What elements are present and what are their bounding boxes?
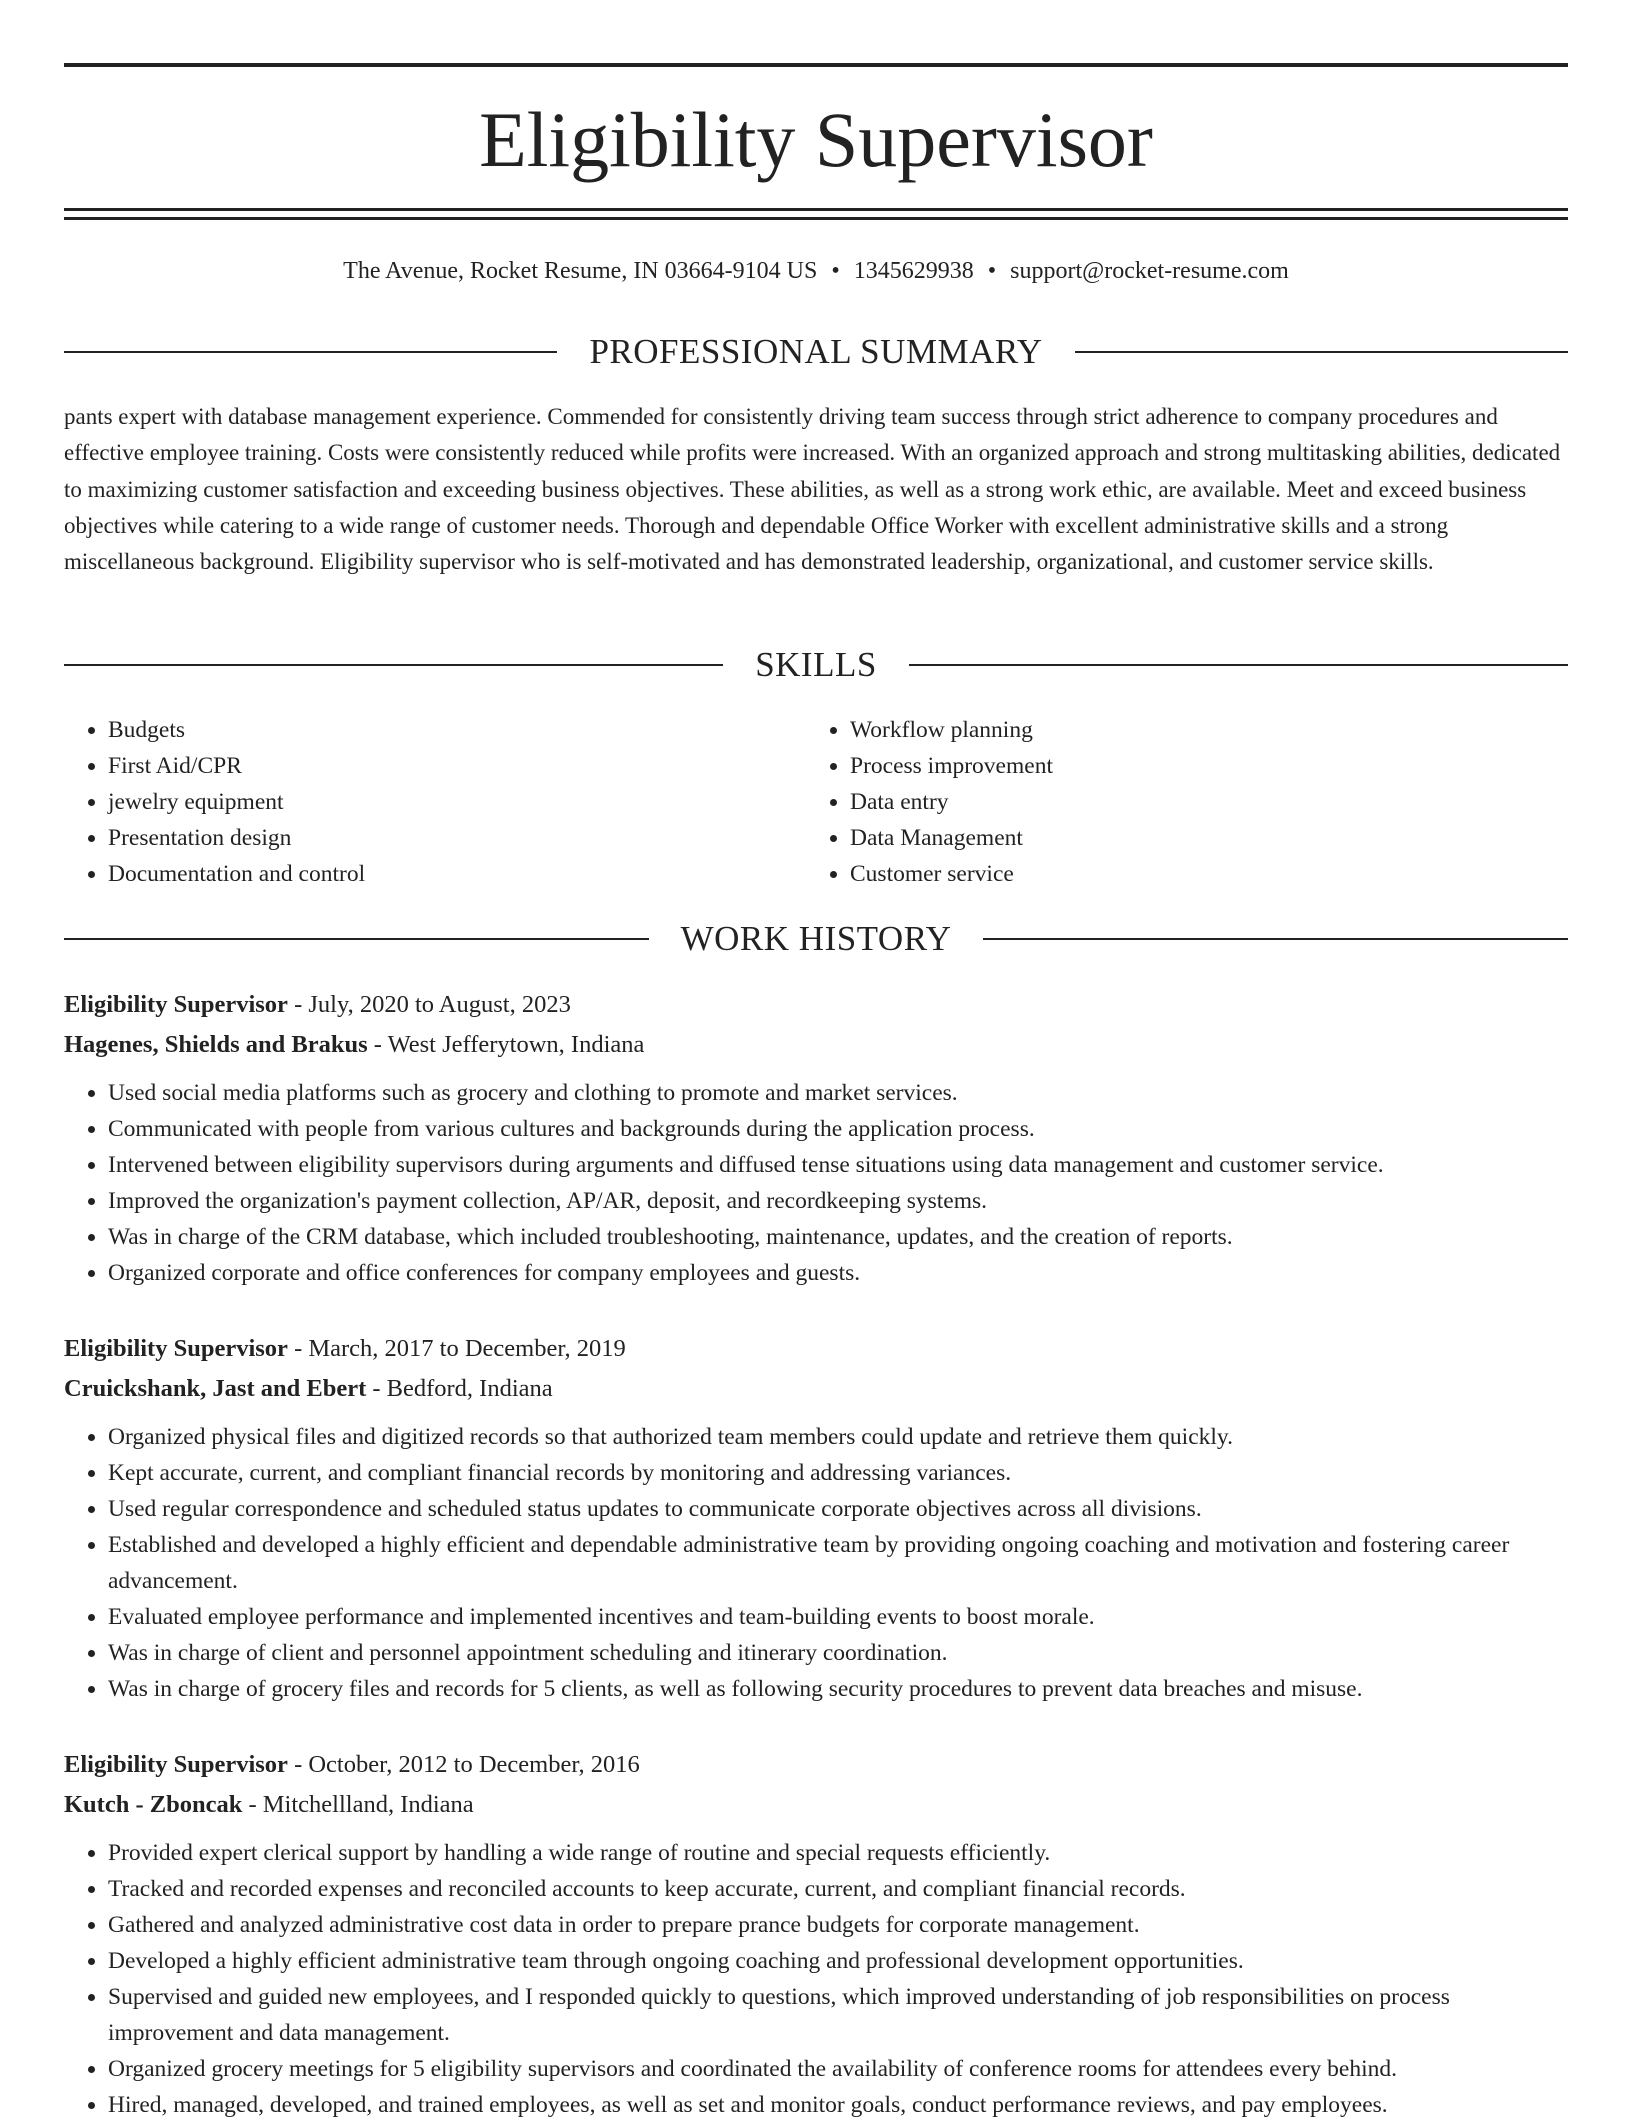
skill-item: • Presentation design bbox=[108, 820, 806, 856]
section-rule bbox=[64, 351, 557, 353]
job-location: - Mitchellland, Indiana bbox=[242, 1791, 474, 1818]
job-bullets bbox=[64, 1075, 1568, 1291]
job-bullet: • Was in charge of grocery files and records for 5 clients, as well as following security procedures to prevent data breaches and misuse. bbox=[108, 1671, 1568, 1707]
job-bullet: • Used regular correspondence and scheduled status updates to communicate corporate objectives across all divisions. bbox=[108, 1491, 1568, 1527]
job-company: Hagenes, Shields and Brakus bbox=[64, 1031, 368, 1058]
job-location: - West Jefferytown, Indiana bbox=[367, 1031, 645, 1058]
job-bullet: • Evaluated employee performance and implemented incentives and team-building events to boost morale. bbox=[108, 1599, 1568, 1635]
job-bullet: • Intervened between eligibility supervisors during arguments and diffused tense situations using data management and customer service. bbox=[108, 1147, 1568, 1183]
job-bullets bbox=[64, 1419, 1568, 1707]
contact-email[interactable]: support@rocket-resume.com bbox=[1010, 258, 1289, 284]
contact-line bbox=[64, 254, 1568, 288]
job-entry bbox=[64, 1745, 1568, 2123]
job-bullet: • Communicated with people from various cultures and backgrounds during the application process. bbox=[108, 1111, 1568, 1147]
section-title-summary: PROFESSIONAL SUMMARY bbox=[589, 332, 1043, 371]
job-bullet: • Gathered and analyzed administrative cost data in order to prepare prance budgets for corporate management. bbox=[108, 1907, 1568, 1943]
section-header-skills bbox=[64, 643, 1568, 687]
job-company: Kutch - Zboncak bbox=[64, 1791, 243, 1818]
skill-item: • Documentation and control bbox=[108, 856, 806, 892]
job-title-line bbox=[64, 1745, 1568, 1785]
job-bullet: • Tracked and recorded expenses and reconciled accounts to keep accurate, current, and compliant financial records. bbox=[108, 1871, 1568, 1907]
job-bullet: • Provided expert clerical support by handling a wide range of routine and special requests efficiently. bbox=[108, 1835, 1568, 1871]
job-title: Eligibility Supervisor bbox=[64, 1335, 288, 1362]
skill-item: • Workflow planning bbox=[850, 712, 1548, 748]
skills-column-right bbox=[806, 712, 1548, 892]
job-bullet: • Was in charge of the CRM database, which included troubleshooting, maintenance, updates, and the creation of reports. bbox=[108, 1219, 1568, 1255]
job-title-line bbox=[64, 1329, 1568, 1369]
section-header-work bbox=[64, 917, 1568, 961]
section-title-work: WORK HISTORY bbox=[680, 919, 952, 958]
contact-phone: 1345629938 bbox=[853, 258, 974, 284]
job-entry bbox=[64, 1329, 1568, 1707]
skill-item: • Customer service bbox=[850, 856, 1548, 892]
skills-column-left bbox=[64, 712, 806, 892]
job-dates: - March, 2017 to December, 2019 bbox=[287, 1335, 626, 1362]
job-title: Eligibility Supervisor bbox=[64, 991, 288, 1018]
section-rule bbox=[909, 664, 1568, 666]
contact-address: The Avenue, Rocket Resume, IN 03664-9104 US bbox=[343, 258, 818, 284]
skill-item: • First Aid/CPR bbox=[108, 748, 806, 784]
skills-list bbox=[64, 712, 1568, 892]
section-header-summary bbox=[64, 330, 1568, 374]
job-dates: - July, 2020 to August, 2023 bbox=[287, 991, 571, 1018]
skill-item: • Budgets bbox=[108, 712, 806, 748]
skill-item: • Process improvement bbox=[850, 748, 1548, 784]
job-bullet: • Developed a highly efficient administrative team through ongoing coaching and professional development opportunities. bbox=[108, 1943, 1568, 1979]
section-rule bbox=[64, 664, 723, 666]
resume-name: Eligibility Supervisor bbox=[479, 96, 1153, 183]
contact-separator: • bbox=[987, 258, 997, 284]
job-title: Eligibility Supervisor bbox=[64, 1751, 288, 1778]
job-company-line bbox=[64, 1025, 1568, 1065]
job-bullet: • Organized physical files and digitized records so that authorized team members could update and retrieve them quickly. bbox=[108, 1419, 1568, 1455]
job-bullet: • Supervised and guided new employees, and I responded quickly to questions, which improved understanding of job responsibilities on process improvement and data management. bbox=[108, 1979, 1568, 2051]
job-bullet: • Established and developed a highly efficient and dependable administrative team by providing ongoing coaching and motivation and fostering career advancement. bbox=[108, 1527, 1568, 1599]
job-company-line bbox=[64, 1785, 1568, 1825]
job-bullet: • Used social media platforms such as grocery and clothing to promote and market services. bbox=[108, 1075, 1568, 1111]
contact-separator: • bbox=[831, 258, 840, 284]
job-bullet: • Improved the organization's payment collection, AP/AR, deposit, and recordkeeping systems. bbox=[108, 1183, 1568, 1219]
double-rule bbox=[64, 208, 1568, 220]
job-company-line bbox=[64, 1369, 1568, 1409]
job-bullet: • Kept accurate, current, and compliant financial records by monitoring and addressing variances. bbox=[108, 1455, 1568, 1491]
job-bullet: • Organized corporate and office conferences for company employees and guests. bbox=[108, 1255, 1568, 1291]
job-bullet: • Was in charge of client and personnel appointment scheduling and itinerary coordination. bbox=[108, 1635, 1568, 1671]
job-location: - Bedford, Indiana bbox=[366, 1375, 553, 1402]
summary-text: pants expert with database management experience. Commended for consistently driving team success through strict adherence to company procedures and effective employee training. Costs were consistently reduced while profits were increased. With an organized approach and strong multitasking abilities, dedicated to maximizing customer satisfaction and exceeding business objectives. These abilities, as well as a strong work ethic, are available. Meet and exceed business objectives while catering to a wide range of customer needs. Thorough and dependable Office Worker with excellent administrative skills and a strong miscellaneous background. Eligibility supervisor who is self-motivated and has demonstrated leadership, organizational, and customer service skills. bbox=[64, 404, 1561, 575]
job-title-line bbox=[64, 985, 1568, 1025]
job-bullets bbox=[64, 1835, 1568, 2123]
job-entry bbox=[64, 985, 1568, 1291]
skill-item: • jewelry equipment bbox=[108, 784, 806, 820]
section-rule bbox=[64, 938, 649, 940]
job-bullet: • Organized grocery meetings for 5 eligibility supervisors and coordinated the availability of conference rooms for attendees every behind. bbox=[108, 2051, 1568, 2087]
skill-item: • Data entry bbox=[850, 784, 1548, 820]
top-rule bbox=[64, 63, 1568, 67]
section-rule bbox=[983, 938, 1568, 940]
skill-item: • Data Management bbox=[850, 820, 1548, 856]
job-bullet: • Hired, managed, developed, and trained employees, as well as set and monitor goals, conduct performance reviews, and pay employees. bbox=[108, 2087, 1568, 2123]
job-company: Cruickshank, Jast and Ebert bbox=[64, 1375, 367, 1402]
section-title-skills: SKILLS bbox=[755, 645, 877, 684]
job-dates: - October, 2012 to December, 2016 bbox=[287, 1751, 640, 1778]
section-rule bbox=[1075, 351, 1568, 353]
